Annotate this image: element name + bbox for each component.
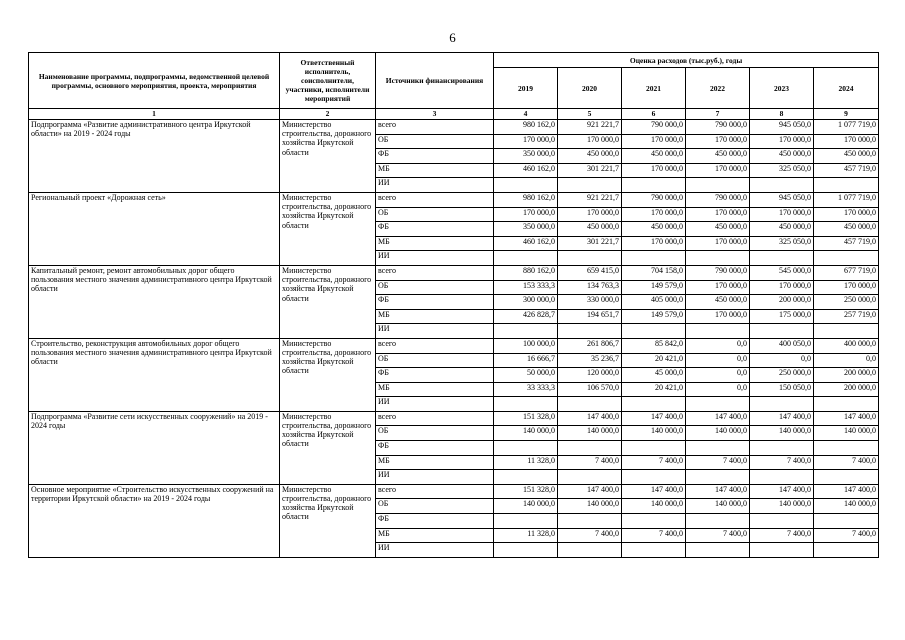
amount-cell: 980 162,0 xyxy=(494,120,558,135)
amount-cell: 7 400,0 xyxy=(558,455,622,470)
amount-cell: 140 000,0 xyxy=(558,426,622,441)
amount-cell: 450 000,0 xyxy=(622,222,686,237)
amount-cell xyxy=(622,397,686,412)
amount-cell: 170 000,0 xyxy=(494,134,558,149)
amount-cell: 170 000,0 xyxy=(686,134,750,149)
amount-cell xyxy=(750,324,814,339)
source-cell: ФБ xyxy=(376,149,494,164)
source-cell: МБ xyxy=(376,528,494,543)
amount-cell xyxy=(750,397,814,412)
amount-cell: 7 400,0 xyxy=(814,455,879,470)
amount-cell: 450 000,0 xyxy=(750,222,814,237)
amount-cell: 790 000,0 xyxy=(686,120,750,135)
amount-cell: 50 000,0 xyxy=(494,368,558,383)
amount-cell: 0,0 xyxy=(686,368,750,383)
amount-cell xyxy=(686,470,750,485)
amount-cell: 457 719,0 xyxy=(814,163,879,178)
table-row xyxy=(29,120,879,135)
amount-cell xyxy=(814,324,879,339)
column-number: 7 xyxy=(686,109,750,120)
amount-cell: 140 000,0 xyxy=(622,426,686,441)
amount-cell xyxy=(558,514,622,529)
amount-cell: 250 000,0 xyxy=(814,295,879,310)
amount-cell: 170 000,0 xyxy=(750,134,814,149)
source-cell: МБ xyxy=(376,309,494,324)
amount-cell: 151 328,0 xyxy=(494,411,558,426)
amount-cell: 170 000,0 xyxy=(686,207,750,222)
amount-cell: 170 000,0 xyxy=(622,207,686,222)
amount-cell xyxy=(686,441,750,456)
source-cell: МБ xyxy=(376,382,494,397)
amount-cell: 170 000,0 xyxy=(686,163,750,178)
amount-cell xyxy=(750,178,814,193)
header-year: 2024 xyxy=(814,68,879,109)
amount-cell xyxy=(750,441,814,456)
source-cell: всего xyxy=(376,120,494,135)
page-number: 6 xyxy=(449,30,456,45)
amount-cell: 134 763,3 xyxy=(558,280,622,295)
source-cell: ОБ xyxy=(376,134,494,149)
amount-cell: 149 579,0 xyxy=(622,280,686,295)
amount-cell xyxy=(494,178,558,193)
amount-cell: 450 000,0 xyxy=(558,222,622,237)
amount-cell: 400 050,0 xyxy=(750,338,814,353)
amount-cell: 450 000,0 xyxy=(814,149,879,164)
amount-cell xyxy=(814,397,879,412)
responsible-cell: Министерство строительства, дорожного хозяйства Иркутской области xyxy=(280,484,376,557)
source-cell: всего xyxy=(376,411,494,426)
amount-cell: 677 719,0 xyxy=(814,265,879,280)
amount-cell: 200 000,0 xyxy=(750,295,814,310)
amount-cell: 7 400,0 xyxy=(686,528,750,543)
amount-cell xyxy=(558,178,622,193)
amount-cell xyxy=(622,251,686,266)
program-name-cell: Региональный проект «Дорожная сеть» xyxy=(29,192,280,265)
amount-cell: 1 077 719,0 xyxy=(814,192,879,207)
amount-cell: 921 221,7 xyxy=(558,192,622,207)
amount-cell: 350 000,0 xyxy=(494,222,558,237)
column-number: 5 xyxy=(558,109,622,120)
amount-cell: 880 162,0 xyxy=(494,265,558,280)
amount-cell: 945 050,0 xyxy=(750,192,814,207)
responsible-cell: Министерство строительства, дорожного хозяйства Иркутской области xyxy=(280,120,376,193)
amount-cell: 301 221,7 xyxy=(558,163,622,178)
amount-cell: 140 000,0 xyxy=(750,426,814,441)
amount-cell: 0,0 xyxy=(814,353,879,368)
amount-cell: 147 400,0 xyxy=(814,484,879,499)
amount-cell xyxy=(622,514,686,529)
amount-cell xyxy=(686,397,750,412)
amount-cell: 170 000,0 xyxy=(814,134,879,149)
amount-cell xyxy=(622,470,686,485)
amount-cell xyxy=(686,324,750,339)
amount-cell: 325 050,0 xyxy=(750,163,814,178)
amount-cell: 100 000,0 xyxy=(494,338,558,353)
amount-cell: 147 400,0 xyxy=(558,411,622,426)
amount-cell xyxy=(750,251,814,266)
amount-cell: 659 415,0 xyxy=(558,265,622,280)
source-cell: ИИ xyxy=(376,397,494,412)
column-number: 3 xyxy=(376,109,494,120)
amount-cell: 450 000,0 xyxy=(750,149,814,164)
amount-cell: 350 000,0 xyxy=(494,149,558,164)
table-row xyxy=(29,192,879,207)
amount-cell: 147 400,0 xyxy=(814,411,879,426)
source-cell: МБ xyxy=(376,163,494,178)
amount-cell: 7 400,0 xyxy=(750,455,814,470)
source-cell: ОБ xyxy=(376,207,494,222)
amount-cell xyxy=(814,251,879,266)
header-year: 2020 xyxy=(558,68,622,109)
amount-cell xyxy=(814,470,879,485)
source-cell: всего xyxy=(376,484,494,499)
amount-cell: 170 000,0 xyxy=(622,134,686,149)
amount-cell xyxy=(750,514,814,529)
header-estimate: Оценка расходов (тыс.руб.), годы xyxy=(494,53,879,68)
amount-cell: 170 000,0 xyxy=(686,280,750,295)
amount-cell: 170 000,0 xyxy=(558,207,622,222)
amount-cell xyxy=(558,397,622,412)
amount-cell: 704 158,0 xyxy=(622,265,686,280)
amount-cell xyxy=(622,543,686,558)
amount-cell: 450 000,0 xyxy=(686,149,750,164)
amount-cell xyxy=(558,543,622,558)
amount-cell: 945 050,0 xyxy=(750,120,814,135)
header-year: 2019 xyxy=(494,68,558,109)
column-number: 6 xyxy=(622,109,686,120)
amount-cell: 0,0 xyxy=(750,353,814,368)
amount-cell: 790 000,0 xyxy=(686,192,750,207)
amount-cell: 194 651,7 xyxy=(558,309,622,324)
amount-cell: 0,0 xyxy=(686,338,750,353)
amount-cell xyxy=(558,441,622,456)
amount-cell: 450 000,0 xyxy=(622,149,686,164)
amount-cell: 790 000,0 xyxy=(686,265,750,280)
amount-cell: 170 000,0 xyxy=(814,280,879,295)
amount-cell: 325 050,0 xyxy=(750,236,814,251)
amount-cell: 301 221,7 xyxy=(558,236,622,251)
source-cell: ОБ xyxy=(376,426,494,441)
amount-cell xyxy=(494,397,558,412)
amount-cell: 147 400,0 xyxy=(686,484,750,499)
amount-cell: 330 000,0 xyxy=(558,295,622,310)
source-cell: ОБ xyxy=(376,353,494,368)
amount-cell xyxy=(494,441,558,456)
amount-cell: 150 050,0 xyxy=(750,382,814,397)
amount-cell xyxy=(622,324,686,339)
amount-cell: 153 333,3 xyxy=(494,280,558,295)
amount-cell: 147 400,0 xyxy=(686,411,750,426)
amount-cell: 33 333,3 xyxy=(494,382,558,397)
amount-cell: 147 400,0 xyxy=(622,411,686,426)
source-cell: ИИ xyxy=(376,178,494,193)
amount-cell: 170 000,0 xyxy=(494,207,558,222)
table-row xyxy=(29,265,879,280)
amount-cell: 170 000,0 xyxy=(622,163,686,178)
amount-cell: 980 162,0 xyxy=(494,192,558,207)
amount-cell: 120 000,0 xyxy=(558,368,622,383)
amount-cell xyxy=(750,543,814,558)
amount-cell: 450 000,0 xyxy=(558,149,622,164)
amount-cell: 1 077 719,0 xyxy=(814,120,879,135)
amount-cell: 151 328,0 xyxy=(494,484,558,499)
program-name-cell: Подпрограмма «Развитие административного центра Иркутской области» на 2019 - 2024 годы xyxy=(29,120,280,193)
amount-cell: 790 000,0 xyxy=(622,120,686,135)
source-cell: ФБ xyxy=(376,368,494,383)
source-cell: ФБ xyxy=(376,295,494,310)
amount-cell: 140 000,0 xyxy=(750,499,814,514)
amount-cell: 170 000,0 xyxy=(686,309,750,324)
source-cell: ФБ xyxy=(376,441,494,456)
amount-cell: 170 000,0 xyxy=(686,236,750,251)
amount-cell: 400 000,0 xyxy=(814,338,879,353)
program-name-cell: Капитальный ремонт, ремонт автомобильных дорог общего пользования местного значения административного центра Иркутской области xyxy=(29,265,280,338)
amount-cell: 140 000,0 xyxy=(814,426,879,441)
table-body xyxy=(29,120,879,558)
amount-cell: 460 162,0 xyxy=(494,163,558,178)
amount-cell: 11 328,0 xyxy=(494,528,558,543)
amount-cell: 170 000,0 xyxy=(750,280,814,295)
amount-cell xyxy=(494,543,558,558)
amount-cell: 106 570,0 xyxy=(558,382,622,397)
amount-cell: 11 328,0 xyxy=(494,455,558,470)
responsible-cell: Министерство строительства, дорожного хозяйства Иркутской области xyxy=(280,192,376,265)
amount-cell: 7 400,0 xyxy=(750,528,814,543)
amount-cell: 7 400,0 xyxy=(622,528,686,543)
amount-cell xyxy=(494,251,558,266)
amount-cell: 7 400,0 xyxy=(686,455,750,470)
source-cell: всего xyxy=(376,265,494,280)
amount-cell: 140 000,0 xyxy=(686,426,750,441)
amount-cell: 200 000,0 xyxy=(814,368,879,383)
source-cell: МБ xyxy=(376,236,494,251)
column-number: 2 xyxy=(280,109,376,120)
header-year: 2021 xyxy=(622,68,686,109)
amount-cell: 200 000,0 xyxy=(814,382,879,397)
source-cell: ФБ xyxy=(376,222,494,237)
column-number: 9 xyxy=(814,109,879,120)
amount-cell xyxy=(814,178,879,193)
program-name-cell: Строительство, реконструкция автомобильных дорог общего пользования местного значения административного центра Иркутской области xyxy=(29,338,280,411)
amount-cell: 0,0 xyxy=(686,382,750,397)
amount-cell: 140 000,0 xyxy=(494,499,558,514)
amount-cell xyxy=(686,251,750,266)
responsible-cell: Министерство строительства, дорожного хозяйства Иркутской области xyxy=(280,265,376,338)
program-name-cell: Основное мероприятие «Строительство искусственных сооружений на территории Иркутской области» на 2019 - 2024 годы xyxy=(29,484,280,557)
amount-cell xyxy=(814,441,879,456)
column-number: 8 xyxy=(750,109,814,120)
amount-cell: 7 400,0 xyxy=(622,455,686,470)
source-cell: ИИ xyxy=(376,251,494,266)
amount-cell: 45 000,0 xyxy=(622,368,686,383)
header-year: 2022 xyxy=(686,68,750,109)
table-row xyxy=(29,411,879,426)
amount-cell xyxy=(686,514,750,529)
program-name-cell: Подпрограмма «Развитие сети искусственных сооружений» на 2019 - 2024 годы xyxy=(29,411,280,484)
amount-cell xyxy=(494,514,558,529)
amount-cell: 147 400,0 xyxy=(558,484,622,499)
amount-cell: 457 719,0 xyxy=(814,236,879,251)
source-cell: ОБ xyxy=(376,280,494,295)
source-cell: ОБ xyxy=(376,499,494,514)
responsible-cell: Министерство строительства, дорожного хозяйства Иркутской области xyxy=(280,338,376,411)
source-cell: МБ xyxy=(376,455,494,470)
amount-cell: 545 000,0 xyxy=(750,265,814,280)
amount-cell: 149 579,0 xyxy=(622,309,686,324)
budget-table xyxy=(28,52,879,558)
amount-cell xyxy=(622,178,686,193)
column-number: 1 xyxy=(29,109,280,120)
header-responsible: Ответственный исполнитель, соисполнители, участники, исполнители мероприятий xyxy=(280,53,376,109)
amount-cell: 85 842,0 xyxy=(622,338,686,353)
amount-cell: 35 236,7 xyxy=(558,353,622,368)
table-row xyxy=(29,338,879,353)
amount-cell: 921 221,7 xyxy=(558,120,622,135)
amount-cell: 140 000,0 xyxy=(814,499,879,514)
source-cell: ИИ xyxy=(376,543,494,558)
amount-cell xyxy=(558,470,622,485)
amount-cell: 170 000,0 xyxy=(750,207,814,222)
amount-cell: 140 000,0 xyxy=(686,499,750,514)
amount-cell: 16 666,7 xyxy=(494,353,558,368)
amount-cell: 261 806,7 xyxy=(558,338,622,353)
source-cell: ФБ xyxy=(376,514,494,529)
amount-cell: 170 000,0 xyxy=(558,134,622,149)
amount-cell: 790 000,0 xyxy=(622,192,686,207)
amount-cell: 20 421,0 xyxy=(622,382,686,397)
amount-cell xyxy=(622,441,686,456)
amount-cell: 140 000,0 xyxy=(494,426,558,441)
source-cell: ИИ xyxy=(376,324,494,339)
header-sources: Источники финансирования xyxy=(376,53,494,109)
amount-cell: 426 828,7 xyxy=(494,309,558,324)
amount-cell: 175 000,0 xyxy=(750,309,814,324)
amount-cell: 405 000,0 xyxy=(622,295,686,310)
amount-cell xyxy=(814,543,879,558)
amount-cell: 140 000,0 xyxy=(558,499,622,514)
amount-cell: 0,0 xyxy=(686,353,750,368)
column-number: 4 xyxy=(494,109,558,120)
header-year: 2023 xyxy=(750,68,814,109)
amount-cell: 7 400,0 xyxy=(558,528,622,543)
amount-cell: 147 400,0 xyxy=(622,484,686,499)
amount-cell xyxy=(558,251,622,266)
table-row xyxy=(29,484,879,499)
amount-cell xyxy=(750,470,814,485)
amount-cell: 147 400,0 xyxy=(750,411,814,426)
responsible-cell: Министерство строительства, дорожного хозяйства Иркутской области xyxy=(280,411,376,484)
amount-cell: 7 400,0 xyxy=(814,528,879,543)
amount-cell xyxy=(494,470,558,485)
amount-cell: 140 000,0 xyxy=(622,499,686,514)
amount-cell: 300 000,0 xyxy=(494,295,558,310)
amount-cell: 460 162,0 xyxy=(494,236,558,251)
source-cell: всего xyxy=(376,338,494,353)
amount-cell xyxy=(558,324,622,339)
amount-cell xyxy=(686,178,750,193)
amount-cell: 170 000,0 xyxy=(622,236,686,251)
source-cell: ИИ xyxy=(376,470,494,485)
amount-cell xyxy=(494,324,558,339)
source-cell: всего xyxy=(376,192,494,207)
amount-cell: 170 000,0 xyxy=(814,207,879,222)
amount-cell: 257 719,0 xyxy=(814,309,879,324)
amount-cell: 450 000,0 xyxy=(814,222,879,237)
amount-cell xyxy=(814,514,879,529)
amount-cell: 450 000,0 xyxy=(686,295,750,310)
amount-cell: 20 421,0 xyxy=(622,353,686,368)
header-name: Наименование программы, подпрограммы, ведомственной целевой программы, основного мероприятия, проекта, мероприятия xyxy=(29,53,280,109)
amount-cell: 250 000,0 xyxy=(750,368,814,383)
amount-cell: 450 000,0 xyxy=(686,222,750,237)
amount-cell: 147 400,0 xyxy=(750,484,814,499)
amount-cell xyxy=(686,543,750,558)
